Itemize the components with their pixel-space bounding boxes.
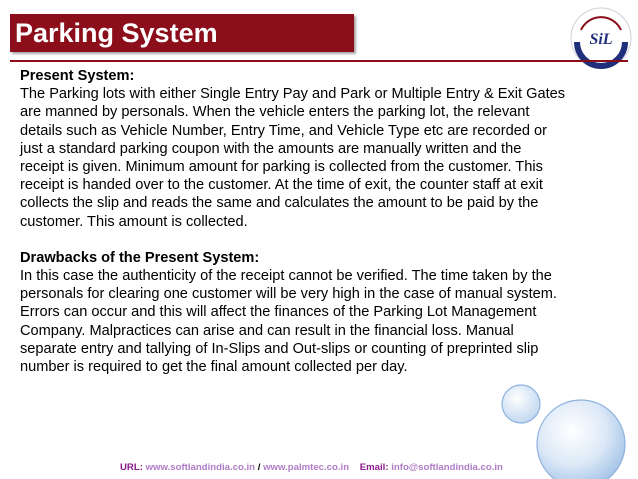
footer-email-label: Email: xyxy=(359,462,389,473)
paragraph-line: receipt is handed over to the customer. At the time of exit, the counter staff at exit xyxy=(20,177,543,194)
footer-url-label: URL: xyxy=(120,462,143,473)
paragraph-line: receipt is given. Minimum amount for parking is collected from the customer. This xyxy=(20,159,543,176)
footer xyxy=(120,462,503,473)
paragraph-line: customer. This amount is collected. xyxy=(20,213,248,230)
drawbacks-paragraph xyxy=(20,267,632,376)
drawbacks-heading: Drawbacks of the Present System: xyxy=(20,249,260,266)
small-decor-circle xyxy=(502,385,540,423)
present-system-heading: Present System: xyxy=(20,68,135,84)
footer-email[interactable]: info@softlandindia.co.in xyxy=(391,462,503,473)
paragraph-line: just a standard parking coupon with the amounts are manually written and the xyxy=(20,140,522,157)
paragraph-gap xyxy=(20,231,632,249)
paragraph-line: In this case the authenticity of the receipt cannot be verified. The time taken by the xyxy=(20,268,552,285)
decorative-circles xyxy=(495,380,638,479)
large-decor-circle xyxy=(537,400,625,479)
content-body xyxy=(20,67,632,376)
paragraph-line: Company. Malpractices can arise and can result in the financial loss. Manual xyxy=(20,322,514,339)
title-bar xyxy=(10,14,354,52)
footer-url-palmtec[interactable]: www.palmtec.co.in xyxy=(263,462,350,473)
paragraph-line: details such as Vehicle Number, Entry Time, and Vehicle Type etc are recorded or xyxy=(20,122,548,139)
footer-separator: / xyxy=(257,462,261,473)
present-system-paragraph xyxy=(20,85,632,231)
header-divider xyxy=(10,60,628,62)
paragraph-line: separate entry and tallying of In-Slips and Out-slips or counting of preprinted slip xyxy=(20,340,539,357)
logo-text: SiL xyxy=(589,31,613,48)
paragraph-line: personals for clearing one customer will be very high in the case of manual system. xyxy=(20,286,557,303)
page-title: Parking System xyxy=(15,18,218,48)
paragraph-line: The Parking lots with either Single Entry Pay and Park or Multiple Entry & Exit Gates xyxy=(20,86,566,103)
paragraph-line: number is required to get the final amount collected per day. xyxy=(20,359,408,376)
paragraph-line: are manned by personals. When the vehicle enters the parking lot, the relevant xyxy=(20,104,530,121)
paragraph-line: Errors can occur and this will affect the finances of the Parking Lot Management xyxy=(20,304,537,321)
footer-url-softland[interactable]: www.softlandindia.co.in xyxy=(145,462,256,473)
paragraph-line: collects the slip and reads the same and calculates the amount to be paid by the xyxy=(20,195,539,212)
